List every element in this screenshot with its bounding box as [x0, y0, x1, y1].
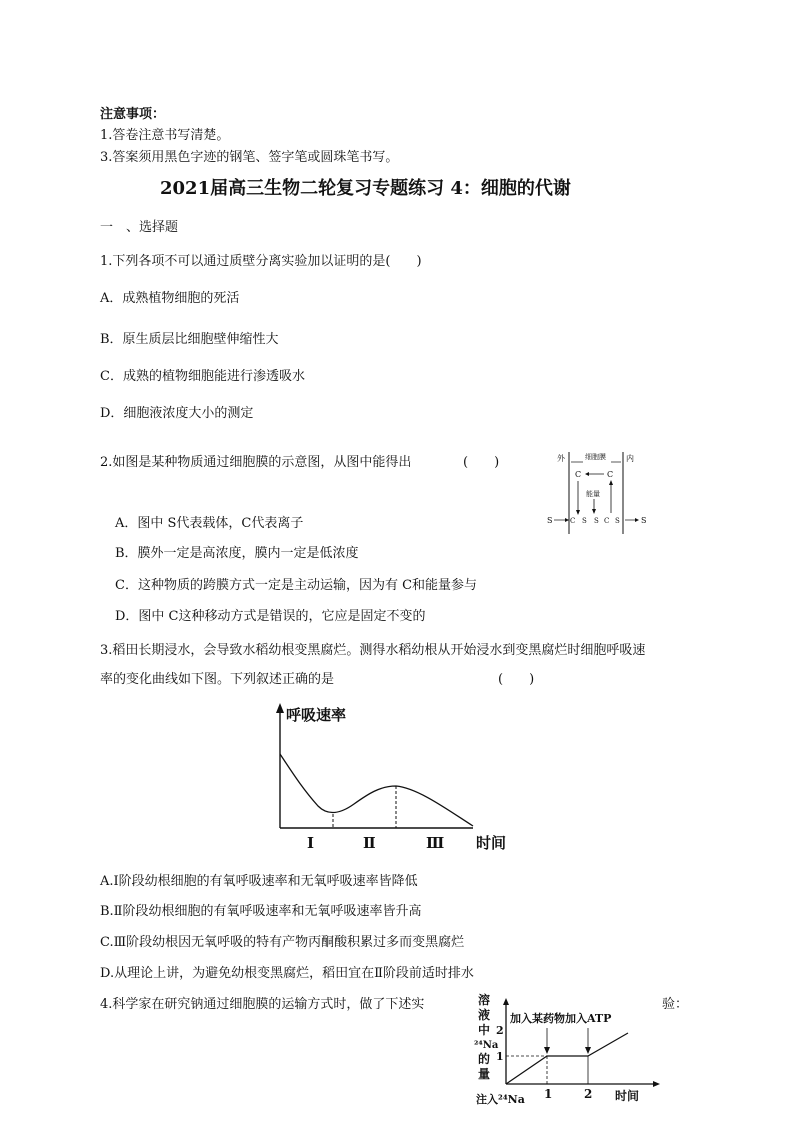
y-label-char-1: 溶: [478, 993, 491, 1007]
diagram-s-2: S: [582, 517, 587, 525]
q1-stem: 1.下列各项不可以通过质壁分离实验加以证明的是( ): [100, 254, 422, 269]
diagram-energy-label: 能量: [586, 490, 600, 498]
q1-option-b: B．原生质层比细胞壁伸缩性大: [100, 332, 279, 347]
diagram-s-1: S: [547, 516, 553, 525]
y-axis-arrow: [276, 703, 284, 713]
xtick-1: 1: [544, 1087, 553, 1101]
notice-item-3: 3.答案须用黑色字迹的钢笔、签字笔或圆珠笔书写。: [100, 150, 399, 165]
respiration-rate-chart: [268, 700, 528, 860]
diagram-s-5: S: [641, 516, 647, 525]
q4-stem: 4.科学家在研究钠通过细胞膜的运输方式时，做了下述实: [100, 997, 425, 1012]
diagram-c-bottom-2: C: [604, 517, 610, 525]
q2-option-b: B．膜外一定是高浓度，膜内一定是低浓度: [115, 546, 359, 561]
y-label-char-5: 的: [478, 1052, 491, 1066]
q1-option-c: C．成熟的植物细胞能进行渗透吸水: [100, 369, 305, 384]
notice-heading: 注意事项：: [100, 107, 166, 122]
q3-option-c: C.Ⅲ阶段幼根因无氧呼吸的特有产物丙酮酸积累过多而变黑腐烂: [100, 935, 465, 950]
q3-stem-line-1: 3.稻田长期浸水，会导致水稻幼根变黑腐烂。测得水稻幼根从开始浸水到变黑腐烂时细胞呼吸速: [100, 643, 646, 658]
diagram-s-4: S: [615, 517, 620, 525]
chart-ylabel: 呼吸速率: [286, 706, 347, 724]
diagram-inside-label: 内: [626, 454, 634, 463]
diagram-membrane-label: 细胞膜: [585, 453, 606, 461]
q4-stem-end: 验：: [662, 997, 689, 1012]
q2-option-a: A．图中 S代表载体，C代表离子: [115, 516, 304, 531]
q1-option-d: D．细胞液浓度大小的测定: [100, 406, 254, 421]
q1-option-a: A．成熟植物细胞的死活: [100, 291, 240, 306]
chart-xlabel: 时间: [476, 834, 507, 852]
q2-stem: 2.如图是某种物质通过细胞膜的示意图，从图中能得出: [100, 455, 412, 470]
chart-xlabel: 时间: [615, 1089, 640, 1103]
y-label-char-6: 量: [478, 1067, 491, 1081]
page-title: 2021届高三生物二轮复习专题练习 4：细胞的代谢: [160, 178, 571, 199]
sodium-transport-chart: [470, 990, 670, 1110]
section-heading: 一 、选择题: [100, 220, 179, 235]
q3-paren: ( ): [498, 672, 535, 687]
q2-paren: ( ): [463, 455, 500, 470]
xtick-2: 2: [584, 1087, 593, 1101]
stage-label-2: Ⅱ: [363, 834, 376, 852]
y-label-char-3: 中: [478, 1023, 491, 1037]
diagram-c-left: C: [575, 470, 582, 479]
x-start-label: 注入²⁴Na: [476, 1093, 525, 1106]
chart-annotation: 加入某药物加入ATP: [510, 1012, 612, 1025]
ytick-2: 2: [496, 1024, 504, 1037]
respiration-curve: [280, 754, 473, 826]
q3-stem-line-2: 率的变化曲线如下图。下列叙述正确的是: [100, 672, 335, 687]
notice-item-1: 1.答卷注意书写清楚。: [100, 128, 230, 143]
diagram-c-right: C: [607, 470, 614, 479]
q3-option-d: D.从理论上讲，为避免幼根变黑腐烂，稻田宜在Ⅱ阶段前适时排水: [100, 966, 474, 981]
sodium-curve: [506, 1033, 628, 1084]
diagram-outside-label: 外: [557, 454, 565, 463]
stage-label-3: Ⅲ: [426, 834, 445, 852]
q3-option-b: B.Ⅱ阶段幼根细胞的有氧呼吸速率和无氧呼吸速率皆升高: [100, 904, 422, 919]
ytick-1: 1: [496, 1050, 504, 1063]
diagram-c-bottom-1: C: [570, 517, 576, 525]
membrane-transport-diagram: [545, 448, 655, 538]
q2-option-d: D．图中 C这种移动方式是错误的，它应是固定不变的: [115, 609, 426, 624]
q2-option-c: C．这种物质的跨膜方式一定是主动运输，因为有 C和能量参与: [115, 578, 478, 593]
diagram-s-3: S: [594, 517, 599, 525]
y-label-char-4: ²⁴Na: [474, 1040, 499, 1051]
y-label-char-2: 液: [478, 1008, 491, 1022]
stage-label-1: Ⅰ: [307, 834, 315, 852]
q3-option-a: A.Ⅰ阶段幼根细胞的有氧呼吸速率和无氧呼吸速率皆降低: [100, 874, 418, 889]
